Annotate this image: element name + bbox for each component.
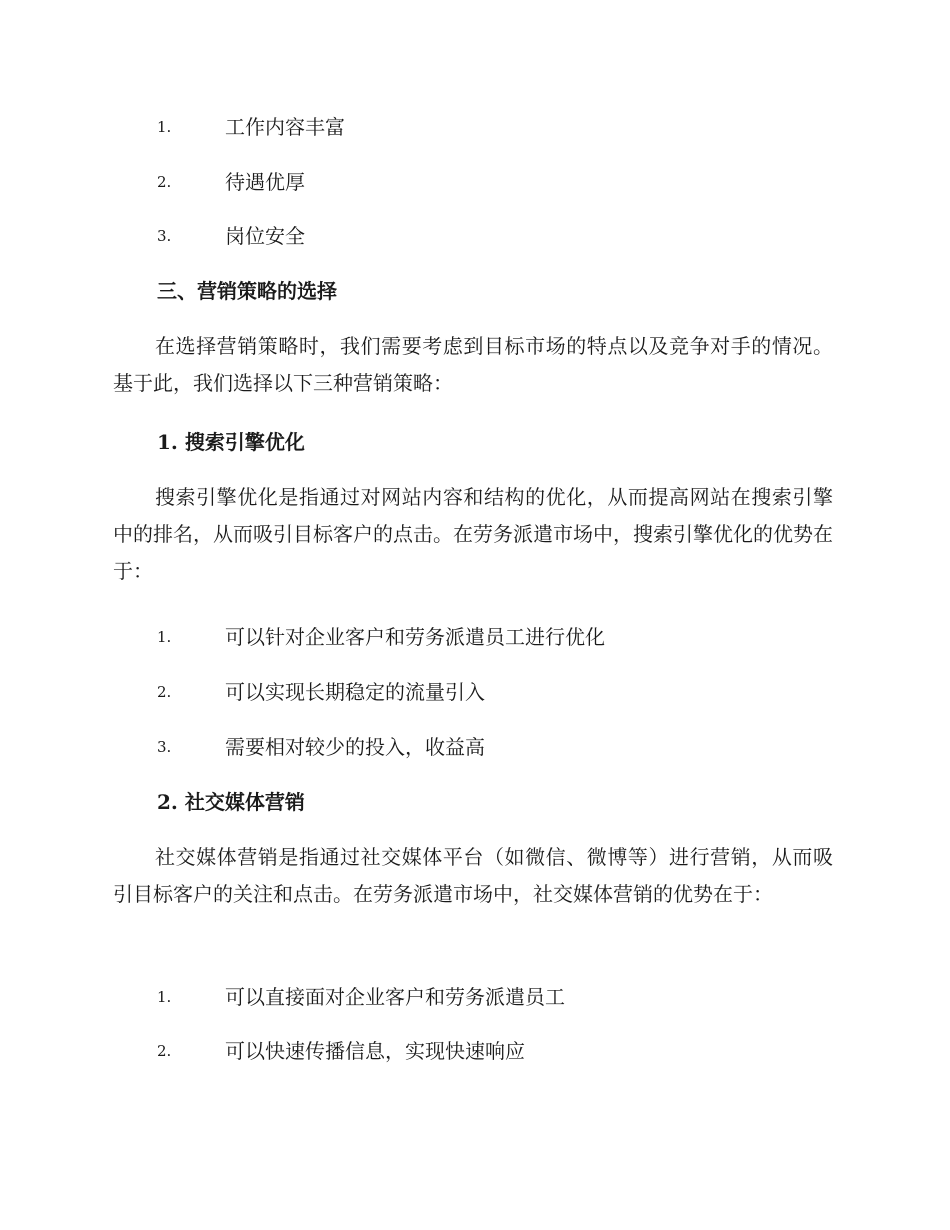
list-number: 1. [157,118,172,136]
list-item [113,222,833,250]
list-text: 可以直接面对企业客户和劳务派遣员工 [225,985,565,1009]
section-heading: 三、营销策略的选择 [157,279,337,303]
list-number: 2. [157,173,172,191]
list-number: 1. [157,628,172,646]
list-item [113,678,833,706]
list-text: 可以快速传播信息，实现快速响应 [225,1039,525,1063]
list-item [113,113,833,141]
subsection-heading: 1. 搜索引擎优化 [157,430,305,454]
paragraph: 社交媒体营销是指通过社交媒体平台（如微信、微博等）进行营销，从而吸引目标客户的关注和点击。在劳务派遣市场中，社交媒体营销的优势在于： [113,845,833,906]
list-number: 2. [157,683,172,701]
subsection-heading: 2. 社交媒体营销 [157,790,305,814]
list-text: 可以实现长期稳定的流量引入 [225,680,485,704]
list-text: 需要相对较少的投入，收益高 [225,735,485,759]
list-item [113,1037,833,1065]
list-text: 可以针对企业客户和劳务派遣员工进行优化 [225,625,605,649]
list-item [113,623,833,651]
list-item [113,168,833,196]
list-number: 3. [157,738,172,756]
list-number: 3. [157,227,172,245]
list-text: 待遇优厚 [225,170,305,194]
paragraph: 在选择营销策略时，我们需要考虑到目标市场的特点以及竞争对手的情况。基于此，我们选择以下三种营销策略： [113,334,833,395]
list-number: 1. [157,988,172,1006]
list-text: 工作内容丰富 [225,115,345,139]
list-number: 2. [157,1042,172,1060]
list-item [113,733,833,761]
list-item [113,983,833,1011]
paragraph: 搜索引擎优化是指通过对网站内容和结构的优化，从而提高网站在搜索引擎中的排名，从而吸引目标客户的点击。在劳务派遣市场中，搜索引擎优化的优势在于： [113,485,833,583]
list-text: 岗位安全 [225,224,305,248]
